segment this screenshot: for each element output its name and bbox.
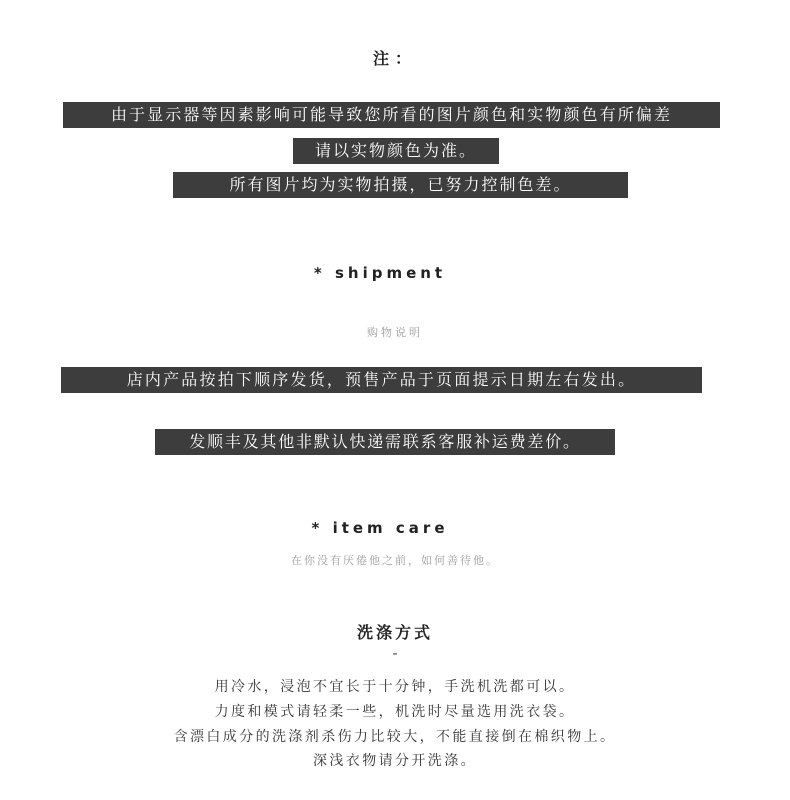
note-title: 注： bbox=[372, 49, 417, 68]
wash-line-separate-colors: 深浅衣物请分开洗涤。 bbox=[313, 753, 477, 769]
shipment-line-express: 发顺丰及其他非默认快递需联系客服补运费差价。 bbox=[155, 429, 615, 455]
wash-line-bleach: 含漂白成分的洗涤剂杀伤力比较大，不能直接倒在棉织物上。 bbox=[173, 729, 617, 745]
item-care-title: * item care bbox=[311, 519, 449, 537]
note-line-real-photos: 所有图片均为实物拍摄，已努力控制色差。 bbox=[173, 172, 628, 198]
wash-method-title: 洗涤方式 bbox=[356, 623, 433, 642]
note-line-refer-to-real: 请以实物颜色为准。 bbox=[293, 138, 499, 164]
shipment-title: * shipment bbox=[313, 264, 447, 282]
wash-divider-dash: - bbox=[392, 646, 398, 662]
wash-line-gentle-mode: 力度和模式请轻柔一些，机洗时尽量选用洗衣袋。 bbox=[214, 704, 576, 720]
note-line-color-difference: 由于显示器等因素影响可能导致您所看的图片颜色和实物颜色有所偏差 bbox=[63, 102, 720, 128]
shipment-line-order: 店内产品按拍下顺序发货，预售产品于页面提示日期左右发出。 bbox=[61, 367, 702, 393]
wash-line-cold-water: 用冷水，浸泡不宜长于十分钟，手洗机洗都可以。 bbox=[214, 679, 576, 695]
shipment-subtitle: 购物说明 bbox=[367, 326, 423, 339]
item-care-subtitle: 在你没有厌倦他之前，如何善待他。 bbox=[291, 554, 499, 567]
